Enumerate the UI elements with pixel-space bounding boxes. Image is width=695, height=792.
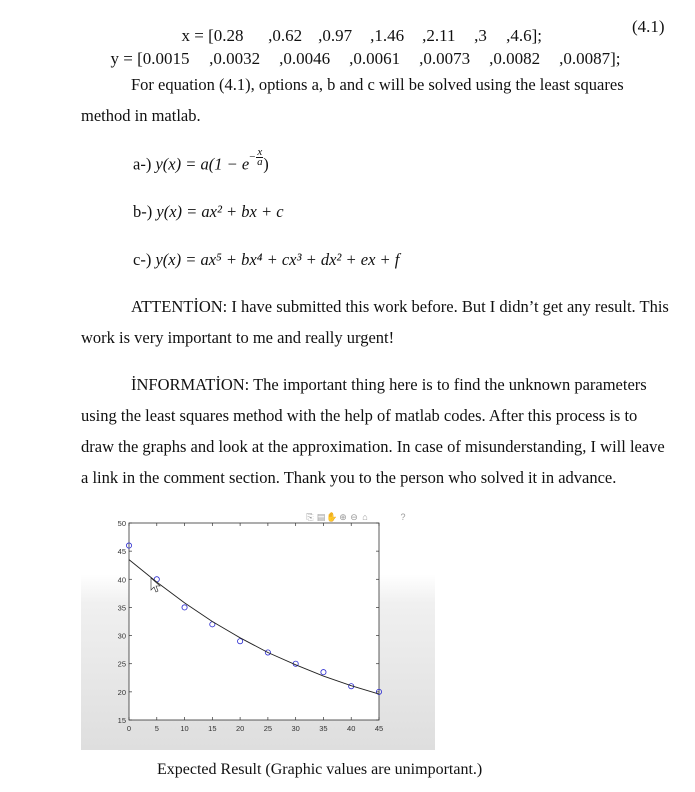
option-c-math: y(x) = ax⁵ + bx⁴ + cx³ + dx² + ex + f bbox=[155, 250, 400, 269]
y-value: ,0.0082 bbox=[489, 49, 541, 68]
save-icon[interactable]: ⎘ bbox=[306, 512, 314, 522]
y-tick-label: 20 bbox=[117, 687, 126, 697]
brush-icon[interactable]: ▤ bbox=[316, 512, 326, 522]
x-tick-label: 10 bbox=[180, 724, 189, 733]
x-tick-label: 40 bbox=[347, 724, 356, 733]
x-value: ,2.11 bbox=[422, 26, 456, 45]
information-text: İNFORMATİON: The important thing here is to find the unknown parameters using the least squares method with the help of matlab codes. After this process is to draw the graphs and look at the approximation. In case of misunderstanding, I will leave a link in the comment section. Thank you to the person who solved it in advance. bbox=[81, 375, 665, 487]
option-c-label: c-) bbox=[133, 250, 156, 269]
y-value: [0.0015 bbox=[137, 49, 190, 68]
plot-area bbox=[129, 523, 379, 720]
option-a-exp-den: a bbox=[257, 156, 263, 168]
y-tick-label: 35 bbox=[117, 603, 126, 613]
intro-paragraph bbox=[81, 69, 669, 131]
y-tick-label: 40 bbox=[117, 575, 126, 585]
y-tick-label: 15 bbox=[117, 716, 126, 725]
y-tick-label: 50 bbox=[117, 519, 126, 528]
x-tick-label: 25 bbox=[263, 724, 273, 733]
y-tick-label: 25 bbox=[117, 659, 126, 669]
home-icon[interactable]: ⌂ bbox=[362, 512, 368, 522]
option-b-label: b-) bbox=[133, 202, 157, 221]
option-a-label: a-) bbox=[133, 154, 156, 174]
attention-paragraph bbox=[81, 291, 669, 353]
zoom-out-icon[interactable]: ⊖ bbox=[350, 512, 358, 522]
option-a-exp-num: x bbox=[257, 146, 263, 158]
matlab-figure bbox=[81, 506, 435, 750]
y-tick-label: 30 bbox=[117, 631, 126, 641]
x-tick-label: 35 bbox=[319, 724, 328, 733]
zoom-in-icon[interactable]: ⊕ bbox=[339, 512, 347, 522]
x-value: ,4.6]; bbox=[506, 26, 542, 45]
equation-y-line bbox=[102, 29, 620, 69]
x-tick-label: 15 bbox=[208, 724, 217, 733]
information-paragraph bbox=[81, 369, 669, 493]
x-value: ,0.97 bbox=[318, 26, 353, 45]
option-c bbox=[133, 250, 399, 270]
x-value: ,3 bbox=[474, 26, 487, 45]
option-a bbox=[133, 146, 269, 175]
option-a-close: ) bbox=[263, 154, 269, 174]
chart-svg bbox=[81, 506, 435, 750]
x-value: ,0.62 bbox=[268, 26, 303, 45]
x-value: ,1.46 bbox=[370, 26, 405, 45]
option-b-math: y(x) = ax² + bx + c bbox=[156, 202, 284, 221]
y-value: ,0.0087]; bbox=[559, 49, 621, 68]
option-b bbox=[133, 202, 284, 222]
y-value: ,0.0032 bbox=[209, 49, 261, 68]
option-a-math: y(x) = a(1 − e bbox=[155, 154, 250, 174]
y-label: y = bbox=[110, 49, 138, 68]
x-tick-label: 5 bbox=[154, 724, 159, 733]
equation-number: (4.1) bbox=[632, 17, 665, 36]
x-tick-label: 0 bbox=[126, 724, 132, 733]
x-tick-label: 20 bbox=[235, 724, 245, 733]
option-a-exp-sign: − bbox=[249, 151, 256, 164]
y-tick-label: 45 bbox=[117, 547, 126, 557]
help-icon[interactable]: ? bbox=[400, 512, 406, 522]
x-tick-label: 45 bbox=[374, 724, 384, 733]
attention-text: ATTENTİON: I have submitted this work before. But I didn’t get any result. This work is very important to me and really urgent! bbox=[81, 297, 669, 347]
intro-text: For equation (4.1), options a, b and c will be solved using the least squares method in matlab. bbox=[81, 75, 624, 125]
x-tick-label: 30 bbox=[291, 724, 300, 733]
y-value: ,0.0061 bbox=[349, 49, 401, 68]
x-value: [0.28 bbox=[208, 26, 244, 45]
x-label: x = bbox=[181, 26, 209, 45]
y-value: ,0.0073 bbox=[419, 49, 471, 68]
y-value: ,0.0046 bbox=[279, 49, 331, 68]
pan-icon[interactable]: ✋ bbox=[326, 512, 338, 522]
figure-caption: Expected Result (Graphic values are unimportant.) bbox=[157, 761, 483, 778]
